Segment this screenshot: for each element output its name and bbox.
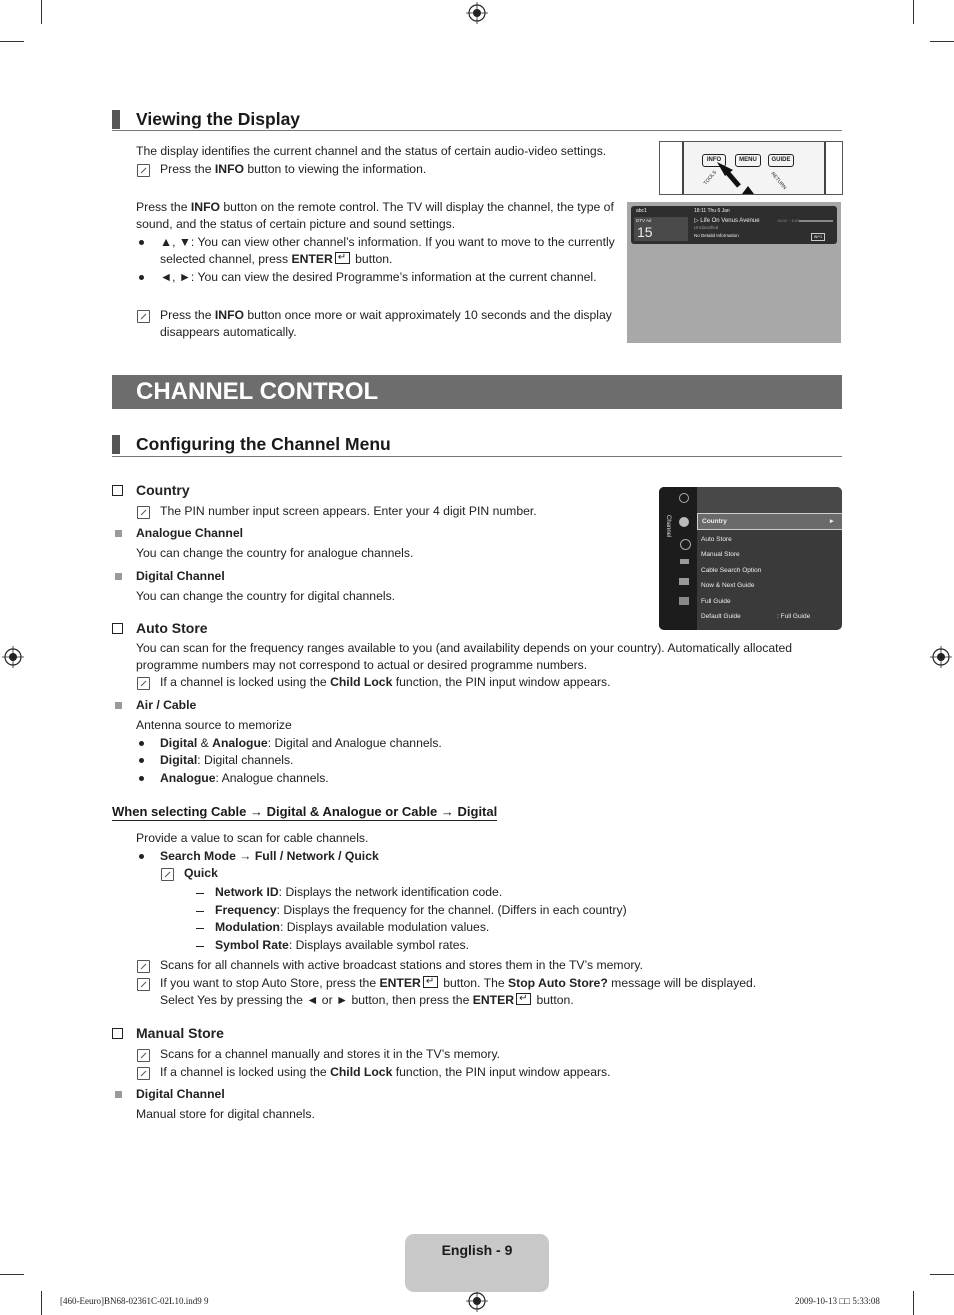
menu-item-country[interactable]: Country ► <box>697 513 842 530</box>
menu-icon <box>679 493 689 503</box>
channel-name: abc1 <box>636 208 647 214</box>
tv-screen-illustration <box>627 202 841 343</box>
menu-button: MENU <box>735 154 761 167</box>
square-bullet-icon <box>115 702 122 709</box>
menu-item-cable-search[interactable]: Cable Search Option <box>701 567 762 574</box>
guide-button: GUIDE <box>768 154 794 167</box>
setup-icon <box>680 539 691 550</box>
item-text: Antenna source to memorize <box>136 718 292 732</box>
dash-icon <box>196 893 204 894</box>
note-text: If a channel is locked using the Child Lock function, the PIN input window appears. <box>160 675 611 689</box>
crop-mark <box>913 0 914 24</box>
note-text: Scans for a channel manually and stores it in the TV’s memory. <box>160 1047 501 1061</box>
note-text: disappears automatically. <box>160 325 297 339</box>
bullet-text: selected channel, press ENTER↵ button. <box>160 251 392 269</box>
crop-mark <box>41 1291 42 1315</box>
chapter-title: CHANNEL CONTROL <box>136 378 379 405</box>
section-rule <box>112 456 842 457</box>
note-icon <box>137 1049 150 1062</box>
note-icon <box>137 1067 150 1080</box>
item-title: Digital Channel <box>136 569 225 583</box>
note-text: If you want to stop Auto Store, press the ENTER↵ button. The Stop Auto Store? message will be displayed. <box>160 975 756 993</box>
section-title: Viewing the Display <box>136 109 301 129</box>
tools-label: TOOLS <box>702 169 719 187</box>
enter-icon <box>423 976 438 988</box>
arrow-right-icon: ► <box>828 518 835 525</box>
checkbox-icon <box>112 485 123 496</box>
registration-mark-icon <box>466 2 488 24</box>
return-label: RETURN <box>769 171 788 191</box>
note-text: Press the INFO button once more or wait approximately 10 seconds and the display <box>160 308 612 322</box>
item-title: Analogue Channel <box>136 526 243 540</box>
item-text: Manual store for digital channels. <box>136 1107 315 1121</box>
info-button: INFO <box>702 154 726 167</box>
print-date: 2009-10-13 □□ 5:33:08 <box>795 1296 880 1306</box>
crop-mark <box>41 0 42 24</box>
menu-list <box>697 513 842 630</box>
bullet-icon <box>139 240 144 245</box>
clock: 18:11 Thu 6 Jan <box>694 208 730 214</box>
info-banner <box>631 206 837 244</box>
menu-side-label: Channel <box>665 515 671 538</box>
square-bullet-icon <box>115 1091 122 1098</box>
paragraph: sound, and the status of certain picture and sound settings. <box>136 217 456 231</box>
channel-menu-illustration <box>659 487 842 630</box>
dash-item: Modulation: Displays available modulation values. <box>215 920 490 934</box>
bullet-icon <box>139 776 144 781</box>
paragraph: programme numbers may not correspond to actual or desired programme numbers. <box>136 658 588 672</box>
note-text: Press the INFO button to viewing the information. <box>160 162 427 176</box>
file-slug: [460-Eeuro]BN68-02361C-02L10.ind9 9 <box>60 1296 209 1306</box>
note-text: Quick <box>184 866 218 880</box>
subsection-heading: Manual Store <box>136 1025 224 1041</box>
menu-item-now-next[interactable]: Now & Next Guide <box>701 582 755 589</box>
paragraph: Provide a value to scan for cable channels. <box>136 831 369 845</box>
detail: No Detaild Information <box>694 233 739 238</box>
menu-item-default-guide[interactable]: Default Guide : Full Guide <box>697 609 842 624</box>
bullet-icon <box>139 275 144 280</box>
dash-item: Symbol Rate: Displays available symbol rates. <box>215 938 470 952</box>
note-text: The PIN number input screen appears. Enter your 4 digit PIN number. <box>160 504 537 518</box>
paragraph: You can scan for the frequency ranges available to you (and availability depends on your country). Automatically allocated <box>136 641 793 655</box>
section-title: Configuring the Channel Menu <box>136 434 391 454</box>
dash-icon <box>196 946 204 947</box>
bullet-icon <box>139 741 144 746</box>
intro-text: The display identifies the current channel and the status of certain audio-video settings. <box>136 144 607 158</box>
registration-mark-icon <box>930 646 952 668</box>
note-icon <box>137 164 150 177</box>
channel-number: 15 <box>637 224 653 240</box>
page-number: English - 9 <box>441 1242 513 1258</box>
note-icon <box>137 960 150 973</box>
up-arrow-icon <box>738 186 758 194</box>
time-range: 18:00 ~ 6:00 <box>777 218 800 223</box>
registration-mark-icon <box>466 1290 488 1312</box>
progress-bar <box>799 220 833 222</box>
note-icon <box>137 310 150 323</box>
section-marker <box>112 110 120 129</box>
registration-mark-icon <box>2 646 24 668</box>
cable-heading: When selecting Cable → Digital & Analogue or Cable → Digital <box>112 804 498 819</box>
dash-icon <box>196 911 204 912</box>
checkbox-icon <box>112 1028 123 1039</box>
rating: Unclassified <box>694 225 719 230</box>
dash-item: Frequency: Displays the frequency for the channel. (Differs in each country) <box>215 903 627 917</box>
note-icon <box>161 868 174 881</box>
menu-sidebar <box>659 487 697 630</box>
note-icon <box>137 978 150 991</box>
item-title: Digital Channel <box>136 1087 225 1101</box>
note-icon <box>137 506 150 519</box>
item-text: You can change the country for digital channels. <box>136 589 396 603</box>
default-guide-value: : Full Guide <box>777 613 811 620</box>
dash-icon <box>196 928 204 929</box>
enter-icon <box>516 993 531 1005</box>
enter-icon <box>335 252 350 264</box>
crop-mark <box>0 1274 24 1275</box>
square-bullet-icon <box>115 530 122 537</box>
dash-item: Network ID: Displays the network identification code. <box>215 885 503 899</box>
section-rule <box>112 130 842 131</box>
crop-mark <box>930 41 954 42</box>
remote-control-illustration <box>659 141 843 195</box>
subsection-heading: Country <box>136 482 190 498</box>
section-marker <box>112 435 120 454</box>
support-icon <box>679 597 689 605</box>
note-text: Select Yes by pressing the ◄ or ► button, then press the ENTER↵ button. <box>160 992 574 1010</box>
info-tag: INFO <box>811 233 825 241</box>
checkbox-icon <box>112 623 123 634</box>
bullet-text: Digital: Digital channels. <box>160 753 294 767</box>
square-bullet-icon <box>115 573 122 580</box>
menu-item-full-guide[interactable]: Full Guide <box>701 598 731 605</box>
item-text: You can change the country for analogue channels. <box>136 546 414 560</box>
bullet-text: Analogue: Analogue channels. <box>160 771 329 785</box>
crop-mark <box>913 1291 914 1315</box>
subsection-heading: Auto Store <box>136 620 208 636</box>
channel-icon <box>679 517 689 527</box>
note-text: Scans for all channels with active broadcast stations and stores them in the TV’s memory. <box>160 958 643 972</box>
item-title: Air / Cable <box>136 698 197 712</box>
programme-title: ▷ Life On Venus Avenue <box>694 218 760 224</box>
bullet-icon <box>139 854 144 859</box>
channel-type: DTV Air <box>636 218 652 223</box>
menu-item-manual-store[interactable]: Manual Store <box>701 551 740 558</box>
input-icon <box>680 559 689 564</box>
crop-mark <box>930 1274 954 1275</box>
bullet-text: Search Mode → Full / Network / Quick <box>160 849 379 863</box>
bullet-text: ◄, ►: You can view the desired Programme’s information at the current channel. <box>160 270 597 284</box>
bullet-icon <box>139 758 144 763</box>
paragraph: Press the INFO button on the remote control. The TV will display the channel, the type of <box>136 200 614 214</box>
note-text: If a channel is locked using the Child Lock function, the PIN input window appears. <box>160 1065 611 1079</box>
application-icon <box>679 578 689 585</box>
channel-box <box>634 217 688 241</box>
menu-item-auto-store[interactable]: Auto Store <box>701 536 732 543</box>
menu-header <box>697 487 842 513</box>
note-icon <box>137 677 150 690</box>
bullet-text: Digital & Analogue: Digital and Analogue channels. <box>160 736 442 750</box>
crop-mark <box>0 41 24 42</box>
bullet-text: ▲, ▼: You can view other channel’s information. If you want to move to the currently <box>160 235 615 249</box>
